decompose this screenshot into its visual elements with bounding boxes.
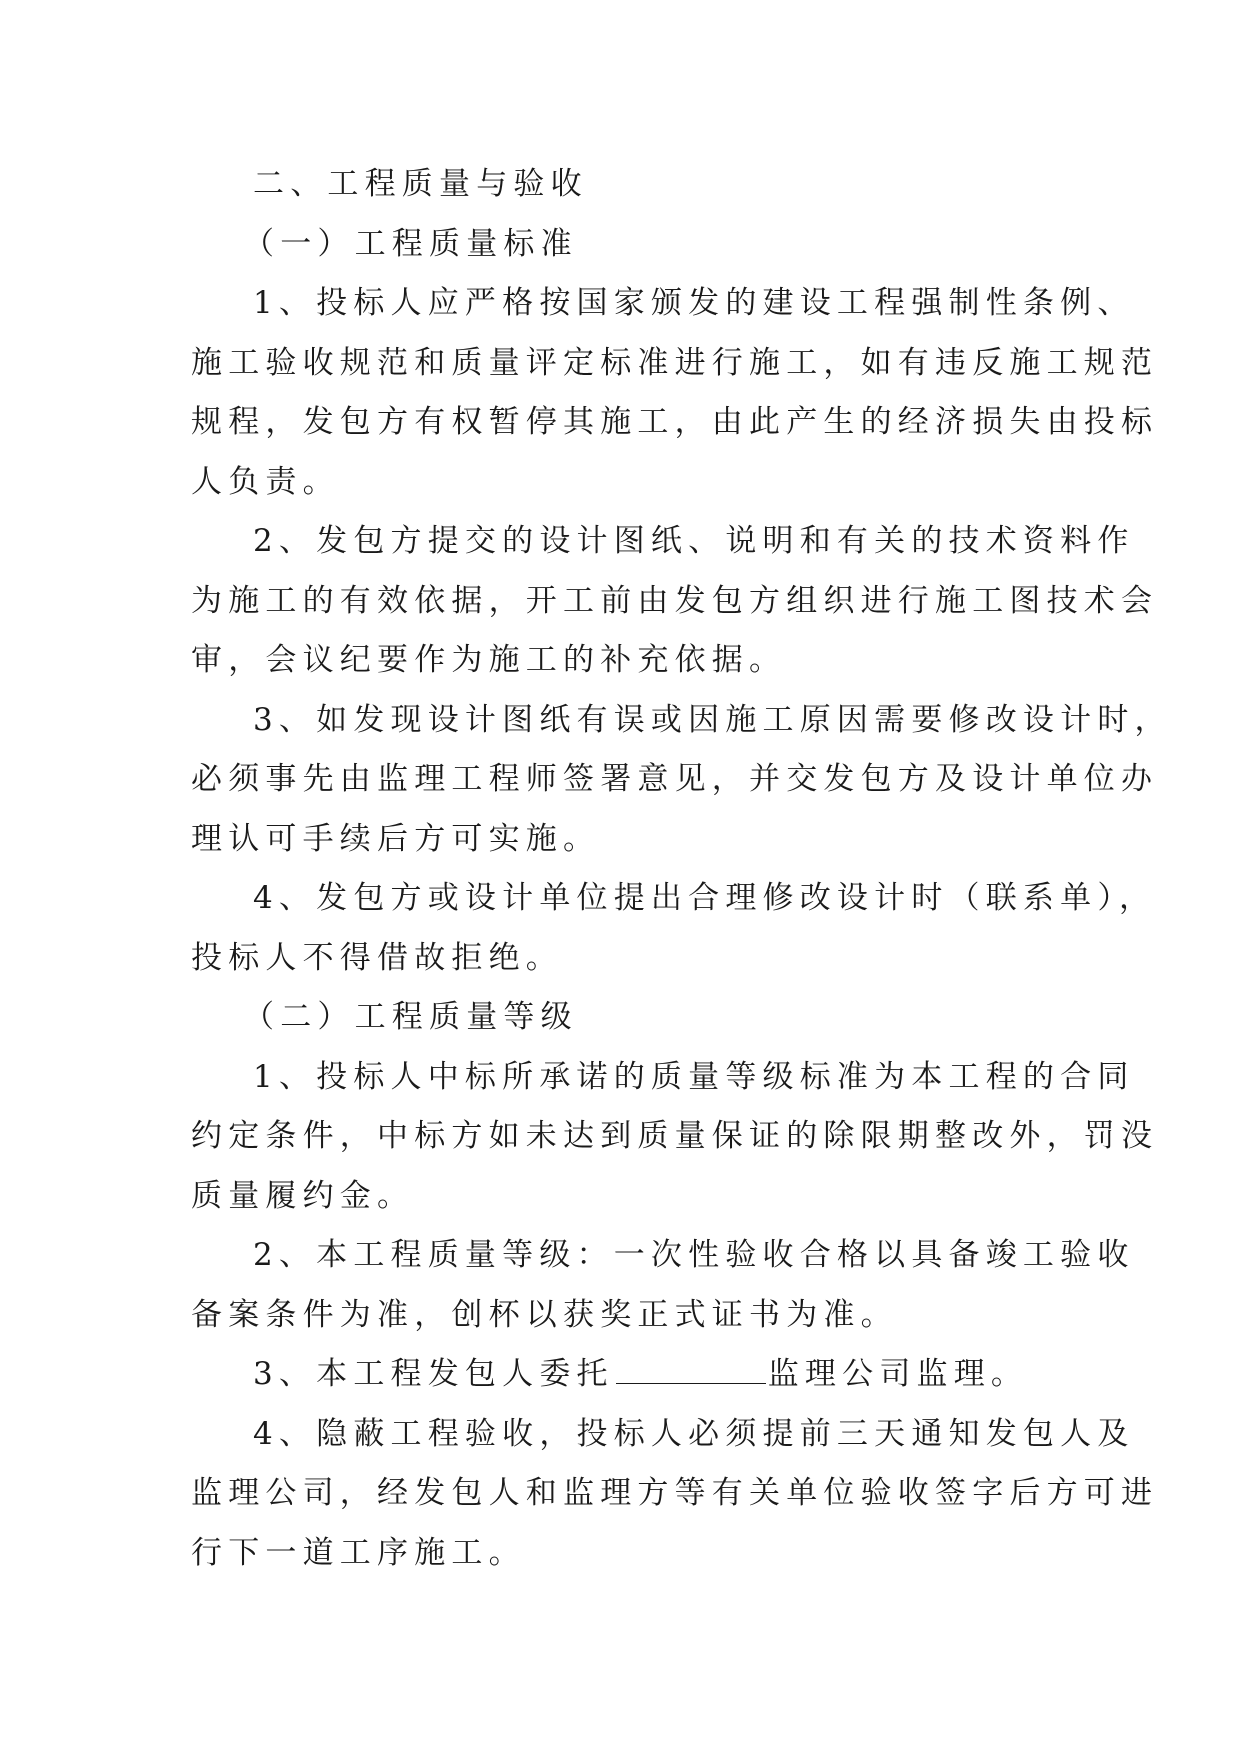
paragraph-line: 为施工的有效依据，开工前由发包方组织进行施工图技术会 (191, 582, 1159, 619)
paragraph-line: 1、投标人中标所承诺的质量等级标准为本工程的合同 (253, 1058, 1135, 1095)
paragraph-line: 2、本工程质量等级：一次性验收合格以具备竣工验收 (253, 1237, 1135, 1273)
paragraph-line: 行下一道工序施工。 (191, 1534, 526, 1571)
paragraph-line: 理认可手续后方可实施。 (191, 820, 601, 857)
paragraph-line: 必须事先由监理工程师签署意见，并交发包方及设计单位办 (191, 761, 1159, 797)
fill-in-blank (616, 1353, 766, 1384)
paragraph-line (191, 1345, 1051, 1405)
paragraph-3-grade (191, 1345, 1051, 1405)
paragraph-line: 监理公司，经发包人和监理方等有关单位验收签字后方可进 (191, 1475, 1159, 1511)
paragraph-line: 2、发包方提交的设计图纸、说明和有关的技术资料作 (253, 523, 1135, 559)
paragraph-line: 投标人不得借故拒绝。 (191, 939, 563, 976)
paragraph-line: 施工验收规范和质量评定标准进行施工，如有违反施工规范 (191, 344, 1159, 381)
paragraph-line: 3、如发现设计图纸有误或因施工原因需要修改设计时， (253, 701, 1172, 738)
paragraph-text: 监理公司监理。 (767, 1356, 1029, 1392)
paragraph-line: 质量履约金。 (191, 1177, 415, 1214)
subsection-title-grade: （二）工程质量等级 (243, 999, 578, 1035)
paragraph-1-standard (191, 274, 1159, 512)
paragraph-line: 4、发包方或设计单位提出合理修改设计时（联系单）， (253, 880, 1157, 916)
paragraph-line: 规程，发包方有权暂停其施工，由此产生的经济损失由投标 (191, 404, 1159, 440)
section-heading: 二、工程质量与验收 (253, 166, 588, 202)
paragraph-2-grade (191, 1226, 1135, 1345)
paragraph-line: 4、隐蔽工程验收，投标人必须提前三天通知发包人及 (253, 1415, 1135, 1452)
paragraph-2-standard (191, 512, 1159, 691)
paragraph-line: 约定条件，中标方如未达到质量保证的除限期整改外，罚没 (191, 1118, 1159, 1154)
paragraph-line: 审，会议纪要作为施工的补充依据。 (191, 642, 787, 678)
paragraph-3-standard (191, 691, 1172, 870)
paragraph-text: 3、本工程发包人委托 (253, 1356, 614, 1392)
paragraph-line: 人负责。 (191, 463, 340, 500)
paragraph-line: 1、投标人应严格按国家颁发的建设工程强制性条例、 (253, 285, 1135, 321)
paragraph-4-standard (191, 869, 1157, 988)
subsection-title-standard: （一）工程质量标准 (243, 225, 578, 262)
paragraph-1-grade (191, 1048, 1159, 1227)
paragraph-line: 备案条件为准，创杯以获奖正式证书为准。 (191, 1296, 898, 1333)
document-body (191, 155, 1172, 1583)
paragraph-4-grade (191, 1405, 1159, 1584)
